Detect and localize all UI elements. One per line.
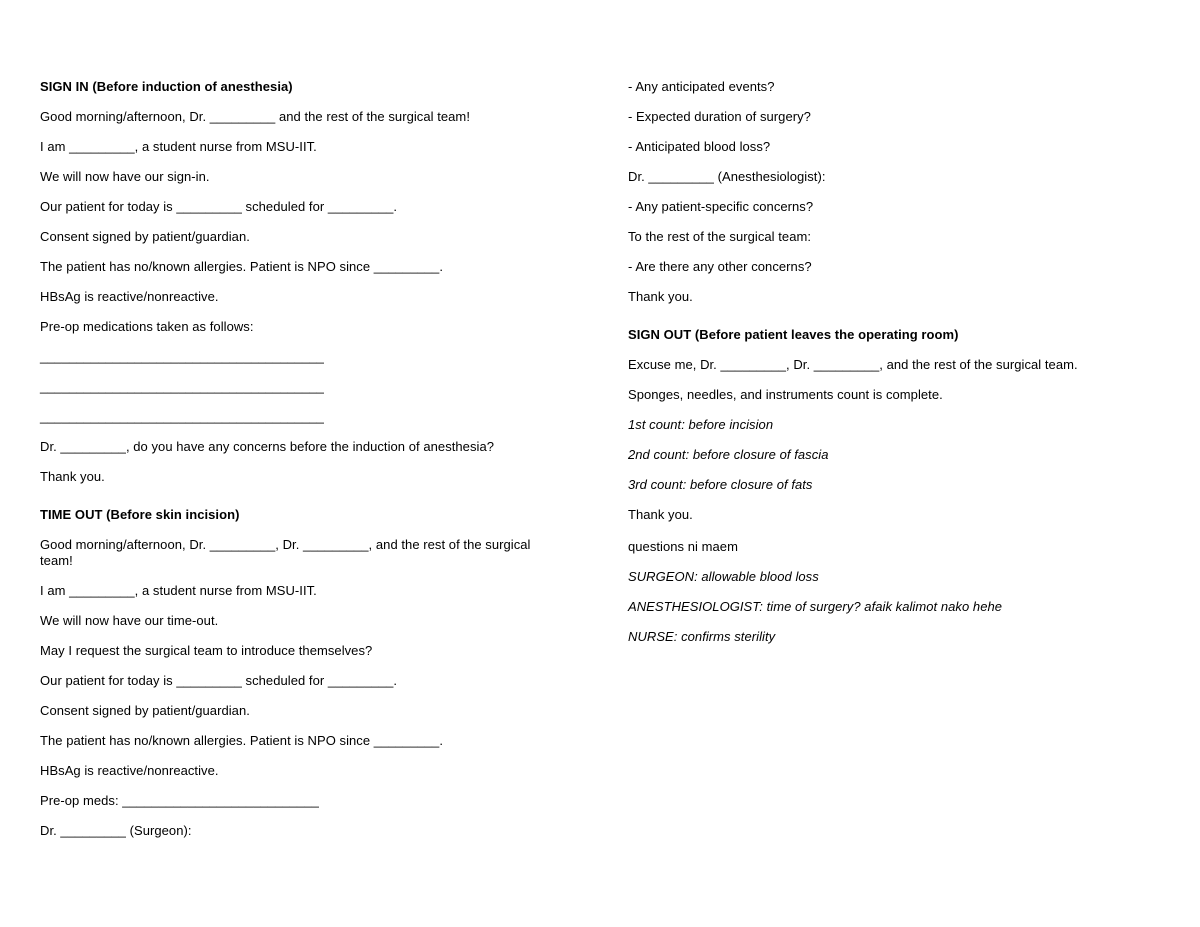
time-out-cont-line: Thank you.: [628, 289, 693, 304]
sign-in-line: Dr. _________, do you have any concerns before the induction of anesthesia?: [40, 439, 495, 454]
sign-out-line: Sponges, needles, and instruments count is complete.: [628, 387, 943, 402]
sign-in-line: HBsAg is reactive/nonreactive.: [40, 289, 219, 304]
time-out-cont-line: - Any anticipated events?: [628, 79, 775, 94]
time-out-line: May I request the surgical team to introduce themselves?: [40, 643, 373, 658]
sign-in-line: Consent signed by patient/guardian.: [40, 229, 250, 244]
sign-in-line: The patient has no/known allergies. Patient is NPO since _________.: [40, 259, 443, 274]
time-out-line: Our patient for today is _________ scheduled for _________.: [40, 673, 398, 688]
time-out-line: Consent signed by patient/guardian.: [40, 703, 250, 718]
notes-line: SURGEON: allowable blood loss: [628, 569, 819, 584]
right-column: [628, 79, 1168, 659]
sign-in-line: I am _________, a student nurse from MSU-IIT.: [40, 139, 317, 154]
sign-out-count: 1st count: before incision: [628, 417, 774, 432]
sign-out-thanks: Thank you.: [628, 507, 693, 522]
time-out-line: HBsAg is reactive/nonreactive.: [40, 763, 219, 778]
time-out-line: We will now have our time-out.: [40, 613, 219, 628]
sign-out-count: 3rd count: before closure of fats: [628, 477, 813, 492]
sign-out-line: Excuse me, Dr. _________, Dr. _________, and the rest of the surgical team.: [628, 357, 1078, 372]
sign-in-line: Pre-op medications taken as follows:: [40, 319, 254, 334]
time-out-cont-line: - Anticipated blood loss?: [628, 139, 771, 154]
time-out-line: The patient has no/known allergies. Patient is NPO since _________.: [40, 733, 443, 748]
sign-in-line: Our patient for today is _________ scheduled for _________.: [40, 199, 398, 214]
sign-in-line: Thank you.: [40, 469, 105, 484]
time-out-line: Pre-op meds: ___________________________: [40, 793, 319, 808]
time-out-line: Good morning/afternoon, Dr. _________, Dr. _________, and the rest of the surgical team!: [40, 537, 535, 568]
time-out-cont-line: - Expected duration of surgery?: [628, 109, 811, 124]
time-out-cont-line: Dr. _________ (Anesthesiologist):: [628, 169, 826, 184]
notes-line: NURSE: confirms sterility: [628, 629, 776, 644]
blank-line: _______________________________________: [40, 379, 324, 394]
sign-out-heading: SIGN OUT (Before patient leaves the operating room): [628, 327, 959, 342]
sign-in-heading: SIGN IN (Before induction of anesthesia): [40, 79, 293, 94]
blank-line: _______________________________________: [40, 349, 324, 364]
time-out-cont-line: - Are there any other concerns?: [628, 259, 812, 274]
left-column: [40, 79, 560, 853]
notes-line: ANESTHESIOLOGIST: time of surgery? afaik kalimot nako hehe: [628, 599, 1003, 614]
time-out-cont-line: To the rest of the surgical team:: [628, 229, 812, 244]
time-out-heading: TIME OUT (Before skin incision): [40, 507, 240, 522]
time-out-cont-line: - Any patient-specific concerns?: [628, 199, 814, 214]
notes-heading: questions ni maem: [628, 539, 738, 554]
sign-in-line: We will now have our sign-in.: [40, 169, 210, 184]
blank-line: _______________________________________: [40, 409, 324, 424]
time-out-line: I am _________, a student nurse from MSU-IIT.: [40, 583, 317, 598]
sign-out-count: 2nd count: before closure of fascia: [628, 447, 829, 462]
time-out-line: Dr. _________ (Surgeon):: [40, 823, 192, 838]
sign-in-line: Good morning/afternoon, Dr. _________ and the rest of the surgical team!: [40, 109, 470, 124]
